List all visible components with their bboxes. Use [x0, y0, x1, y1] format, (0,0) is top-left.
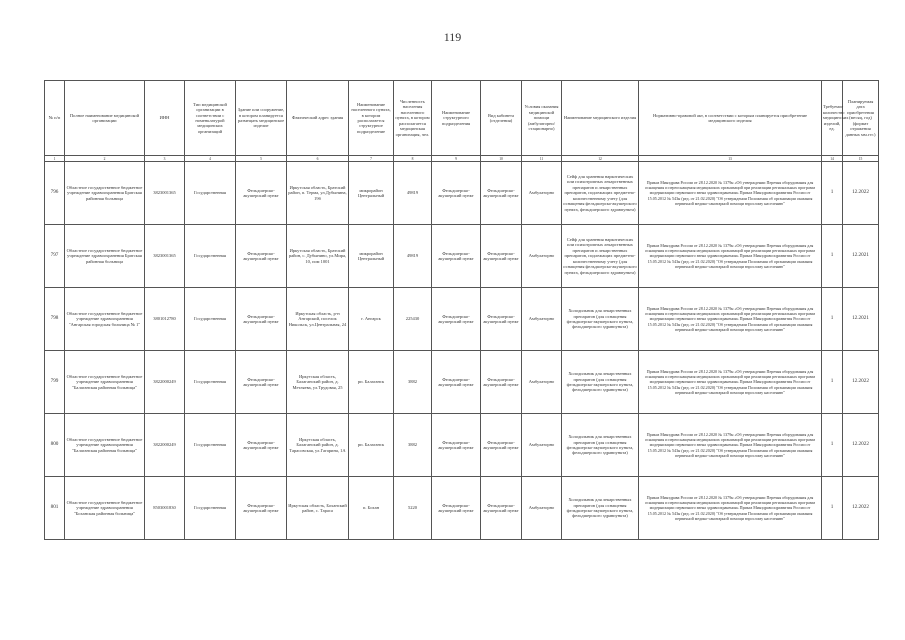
office-type: Фельдшерско-акушерский пункт	[481, 477, 522, 540]
header-cell: Планируемая дата приобретения (месяц, год) (формат отражения данных мм.ггг.)	[843, 81, 879, 156]
device-name: Холодильник для лекарственных препаратов (для оснащения фельдшерско-акушерского пункта, фельдшерского здравпункта)	[562, 351, 639, 414]
population: 3882	[394, 414, 432, 477]
population: 5220	[394, 477, 432, 540]
building: Фельдшерско-акушерский пункт	[236, 225, 287, 288]
quantity: 1	[822, 288, 843, 351]
header-cell: Нормативно-правовой акт, в соответствии с которым планируется приобретение медицинского изделия	[639, 81, 822, 156]
legal-act: Приказ Минздрава России от 28.12.2020 № 1379н «Об утверждении Перечня оборудования для оснащения и переоснащения медицинских организаций при реализации региональных программ модернизации первичного звена здравоохранения» Приказ Минздравсоцразвития России от 15.05.2012 № 543н (ред. от 21.02.2020) "Об утверждении Положения об организации оказания первичной медико-санитарной помощи взрослому населению"	[639, 225, 822, 288]
legal-act: Приказ Минздрава России от 28.12.2020 № 1379н «Об утверждении Перечня оборудования для оснащения и переоснащения медицинских организаций при реализации региональных программ модернизации первичного звена здравоохранения» Приказ Минздравсоцразвития России от 15.05.2012 № 543н (ред. от 21.02.2020) "Об утверждении Положения об организации оказания первичной медико-санитарной помощи взрослому населению"	[639, 477, 822, 540]
care-conditions: Амбулаторно	[522, 351, 562, 414]
column-number: 9	[432, 156, 481, 162]
column-number: 15	[843, 156, 879, 162]
header-cell: Наименование структурного подразделения	[432, 81, 481, 156]
org-name: Областное государственное бюджетное учреждение здравоохранения Братская районная больница	[65, 162, 145, 225]
legal-act: Приказ Минздрава России от 28.12.2020 № 1379н «Об утверждении Перечня оборудования для оснащения и переоснащения медицинских организаций при реализации региональных программ модернизации первичного звена здравоохранения» Приказ Минздравсоцразвития России от 15.05.2012 № 543н (ред. от 21.02.2020) "Об утверждении Положения об организации оказания первичной медико-санитарной помощи взрослому населению"	[639, 288, 822, 351]
row-number: 797	[45, 225, 65, 288]
header-cell: Здание или сооружение, в котором планируется размещать медицинское изделие	[236, 81, 287, 156]
header-cell: Наименование населенного пункта, в котором располагается структурное подразделение	[349, 81, 394, 156]
org-name: Областное государственное бюджетное учреждение здравоохранения "Балаганская районная больница"	[65, 414, 145, 477]
address: Иркутская область, Балаганский район, д. Тарасовская, ул.Гагарина, 1А	[287, 414, 349, 477]
inn: 3822000249	[145, 351, 185, 414]
register-body	[45, 162, 879, 540]
header-cell: Вид кабинета (отделения)	[481, 81, 522, 156]
device-name: Холодильник для лекарственных препаратов (для оснащения фельдшерско-акушерского пункта, фельдшерского здравпункта)	[562, 477, 639, 540]
division: Фельдшерско-акушерский пункт	[432, 414, 481, 477]
building: Фельдшерско-акушерский пункт	[236, 351, 287, 414]
column-number: 1	[45, 156, 65, 162]
legal-act: Приказ Минздрава России от 28.12.2020 № 1379н «Об утверждении Перечня оборудования для оснащения и переоснащения медицинских организаций при реализации региональных программ модернизации первичного звена здравоохранения» Приказ Минздравсоцразвития России от 15.05.2012 № 543н (ред. от 21.02.2020) "Об утверждении Положения об организации оказания первичной медико-санитарной помощи взрослому населению"	[639, 162, 822, 225]
inn: 3822000249	[145, 414, 185, 477]
header-cell: Требуемое количество медицинских изделий, ед.	[822, 81, 843, 156]
org-type: Государственная	[185, 162, 236, 225]
address: Иркутская область, р-н Ангарский, поселок Никольск, ул.Центральная, 24	[287, 288, 349, 351]
register-table	[44, 80, 879, 540]
purchase-date: 12.2022	[843, 351, 879, 414]
office-type: Фельдшерско-акушерский пункт	[481, 225, 522, 288]
settlement: микрорайон Центральный	[349, 225, 394, 288]
care-conditions: Амбулаторно	[522, 288, 562, 351]
inn: 3823001365	[145, 225, 185, 288]
office-type: Фельдшерско-акушерский пункт	[481, 162, 522, 225]
population: 49819	[394, 225, 432, 288]
legal-act: Приказ Минздрава России от 28.12.2020 № 1379н «Об утверждении Перечня оборудования для оснащения и переоснащения медицинских организаций при реализации региональных программ модернизации первичного звена здравоохранения» Приказ Минздравсоцразвития России от 15.05.2012 № 543н (ред. от 21.02.2020) "Об утверждении Положения об организации оказания первичной медико-санитарной помощи взрослому населению"	[639, 351, 822, 414]
address: Иркутская область, Братский район, п. Терма, ул.Дубынина, 19б	[287, 162, 349, 225]
quantity: 1	[822, 225, 843, 288]
org-type: Государственная	[185, 414, 236, 477]
page-number: 119	[443, 30, 462, 44]
address: Иркутская область, Балаганский район, д. Метляева, ул.Трудовая, 25	[287, 351, 349, 414]
table-row	[45, 351, 879, 414]
header-cell: № п/п	[45, 81, 65, 156]
header-cell: Фактический адрес здания	[287, 81, 349, 156]
column-number: 10	[481, 156, 522, 162]
address: Иркутская область, Братский район, с. Дубынино, ул.Мира, 10, пом 1001	[287, 225, 349, 288]
care-conditions: Амбулаторно	[522, 225, 562, 288]
purchase-date: 12.2022	[843, 414, 879, 477]
purchase-date: 12.2021	[843, 225, 879, 288]
column-number: 8	[394, 156, 432, 162]
header-cell: Тип медицинской организации в соответствии с номенклатурой медицинских организаций	[185, 81, 236, 156]
row-number: 796	[45, 162, 65, 225]
purchase-date: 12.2022	[843, 162, 879, 225]
row-number: 799	[45, 351, 65, 414]
table-row	[45, 225, 879, 288]
table-row	[45, 477, 879, 540]
division: Фельдшерско-акушерский пункт	[432, 351, 481, 414]
population: 49819	[394, 162, 432, 225]
quantity: 1	[822, 414, 843, 477]
purchase-date: 12.2021	[843, 288, 879, 351]
column-number: 6	[287, 156, 349, 162]
row-number: 798	[45, 288, 65, 351]
quantity: 1	[822, 162, 843, 225]
settlement: рп. Балаганск	[349, 351, 394, 414]
address: Иркутская область, Боханский район, с. Тараса	[287, 477, 349, 540]
population: 225430	[394, 288, 432, 351]
org-name: Областное государственное бюджетное учреждение здравоохранения "Боханская районная больница"	[65, 477, 145, 540]
header-cell: Численность населения населенного пункта, в котором располагается медицинская организация, чел.	[394, 81, 432, 156]
org-type: Государственная	[185, 225, 236, 288]
office-type: Фельдшерско-акушерский пункт	[481, 288, 522, 351]
inn: 3801012780	[145, 288, 185, 351]
org-type: Государственная	[185, 288, 236, 351]
header-cell: Полное наименование медицинской организации	[65, 81, 145, 156]
settlement: микрорайон Центральный	[349, 162, 394, 225]
office-type: Фельдшерско-акушерский пункт	[481, 414, 522, 477]
header-cell: Наименование медицинского изделия	[562, 81, 639, 156]
inn: 3823001365	[145, 162, 185, 225]
care-conditions: Амбулаторно	[522, 477, 562, 540]
column-number: 13	[639, 156, 822, 162]
quantity: 1	[822, 477, 843, 540]
device-name: Холодильник для лекарственных препаратов (для оснащения фельдшерско-акушерского пункта, фельдшерского здравпункта)	[562, 414, 639, 477]
division: Фельдшерско-акушерский пункт	[432, 162, 481, 225]
quantity: 1	[822, 351, 843, 414]
division: Фельдшерско-акушерский пункт	[432, 288, 481, 351]
column-number: 11	[522, 156, 562, 162]
legal-act: Приказ Минздрава России от 28.12.2020 № 1379н «Об утверждении Перечня оборудования для оснащения и переоснащения медицинских организаций при реализации региональных программ модернизации первичного звена здравоохранения» Приказ Минздравсоцразвития России от 15.05.2012 № 543н (ред. от 21.02.2020) "Об утверждении Положения об организации оказания первичной медико-санитарной помощи взрослому населению"	[639, 414, 822, 477]
division: Фельдшерско-акушерский пункт	[432, 477, 481, 540]
settlement: п. Бохан	[349, 477, 394, 540]
population: 3882	[394, 351, 432, 414]
column-number: 5	[236, 156, 287, 162]
building: Фельдшерско-акушерский пункт	[236, 414, 287, 477]
table-row	[45, 288, 879, 351]
column-number: 2	[65, 156, 145, 162]
header-cell: Условия оказания медицинской помощи (амбулаторно/ стационарно)	[522, 81, 562, 156]
device-name: Сейф для хранения наркотических или психотропных лекарственных препаратов и лекарственных препаратов, подлежащих предметно-количественному учету (для оснащения фельдшерско-акушерского пункта, фельдшерского здравпункта)	[562, 225, 639, 288]
column-number: 14	[822, 156, 843, 162]
care-conditions: Амбулаторно	[522, 414, 562, 477]
header-cell: ИНН	[145, 81, 185, 156]
inn: 8503001830	[145, 477, 185, 540]
settlement: г. Ангарск	[349, 288, 394, 351]
row-number: 801	[45, 477, 65, 540]
building: Фельдшерско-акушерский пункт	[236, 288, 287, 351]
device-name: Сейф для хранения наркотических или психотропных лекарственных препаратов и лекарственных препаратов, подлежащих предметно-количественному учету (для оснащения фельдшерско-акушерского пункта, фельдшерского здравпункта)	[562, 162, 639, 225]
division: Фельдшерско-акушерский пункт	[432, 225, 481, 288]
table-row	[45, 414, 879, 477]
column-number: 7	[349, 156, 394, 162]
org-type: Государственная	[185, 477, 236, 540]
org-name: Областное государственное бюджетное учреждение здравоохранения "Балаганская районная больница"	[65, 351, 145, 414]
org-name: Областное государственное бюджетное учреждение здравоохранения Братская районная больница	[65, 225, 145, 288]
care-conditions: Амбулаторно	[522, 162, 562, 225]
purchase-date: 12.2022	[843, 477, 879, 540]
office-type: Фельдшерско-акушерский пункт	[481, 351, 522, 414]
org-name: Областное государственное бюджетное учреждение здравоохранения "Ангарская городская больница № 1"	[65, 288, 145, 351]
building: Фельдшерско-акушерский пункт	[236, 162, 287, 225]
row-number: 800	[45, 414, 65, 477]
header-row	[45, 81, 879, 156]
column-number: 3	[145, 156, 185, 162]
settlement: рп. Балаганск	[349, 414, 394, 477]
org-type: Государственная	[185, 351, 236, 414]
device-name: Холодильник для лекарственных препаратов (для оснащения фельдшерско-акушерского пункта, фельдшерского здравпункта)	[562, 288, 639, 351]
table-row	[45, 162, 879, 225]
column-number: 12	[562, 156, 639, 162]
building: Фельдшерско-акушерский пункт	[236, 477, 287, 540]
column-number: 4	[185, 156, 236, 162]
